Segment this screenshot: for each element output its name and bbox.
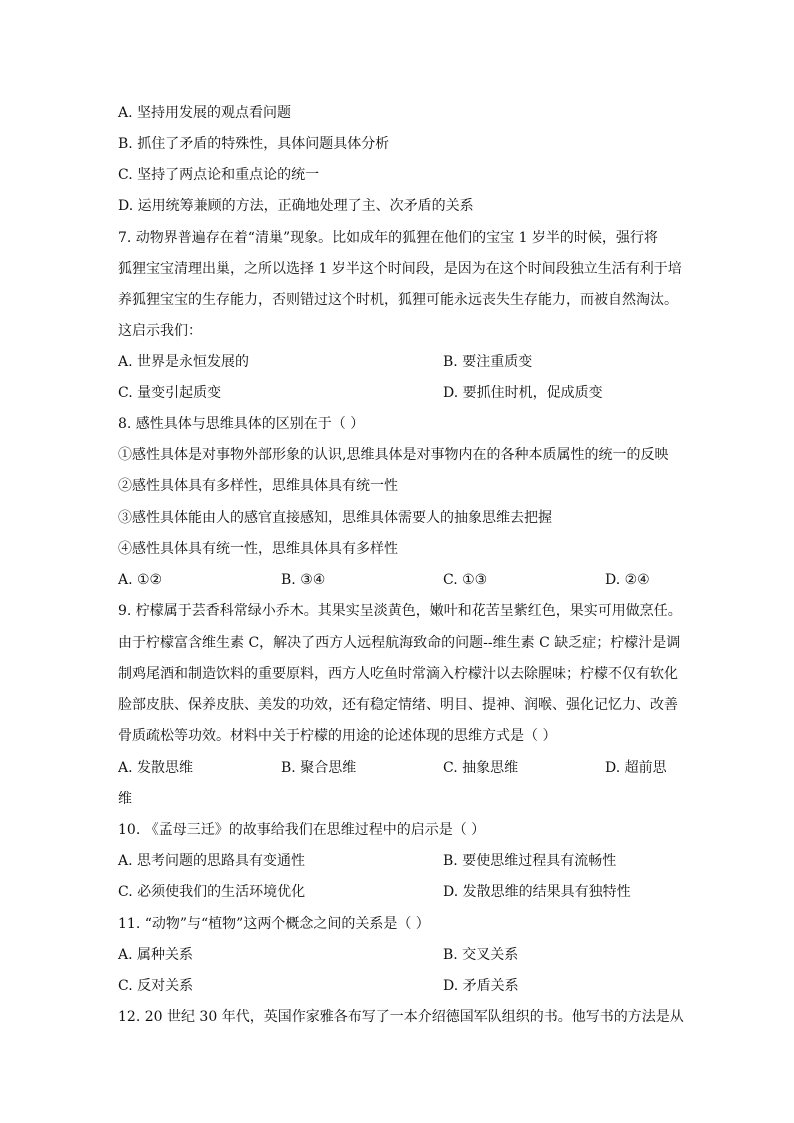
option-d: D. ②④: [605, 572, 650, 588]
statement-2: ②感性具体具有多样性，思维具体具有统一性: [118, 478, 398, 494]
option-c: C. 反对关系: [118, 978, 194, 994]
option-a: A. 世界是永恒发展的: [118, 354, 250, 370]
question-9-stem: 由于柠檬富含维生素 C，解决了西方人远程航海致命的问题--维生素 C 缺乏症；柠檬汁是调: [118, 635, 681, 651]
option-c: C. 抽象思维: [443, 760, 519, 776]
option-b: B. 抓住了矛盾的特殊性，具体问题具体分析: [118, 136, 390, 152]
option-c: C. 必须使我们的生活环境优化: [118, 884, 306, 900]
option-a: A. 发散思维: [118, 760, 194, 776]
question-7-stem: 养狐狸宝宝的生存能力，否则错过这个时机，狐狸可能永远丧失生存能力，而被自然淘汰。: [118, 292, 678, 308]
question-10-stem: 10. 《孟母三迁》的故事给我们在思维过程中的启示是（ ）: [118, 822, 486, 838]
option-b: B. 要注重质变: [443, 354, 533, 370]
statement-4: ④感性具体具有统一性，思维具体具有多样性: [118, 541, 398, 557]
option-d: D. 矛盾关系: [443, 978, 519, 994]
question-12-stem: 12. 20 世纪 30 年代，英国作家雅各布写了一本介绍德国军队组织的书。他写书的方法是从: [118, 1009, 684, 1025]
option-b: B. 要使思维过程具有流畅性: [443, 853, 617, 869]
option-b: B. ③④: [281, 572, 326, 588]
question-11-stem: 11. “动物”与“植物”这两个概念之间的关系是（ ）: [118, 916, 430, 932]
question-9-stem: 脸部皮肤、保养皮肤、美发的功效，还有稳定情绪、明目、提神、润喉、强化记忆力、改善: [118, 697, 678, 713]
question-7-stem: 7. 动物界普遍存在着“清巢”现象。比如成年的狐狸在他们的宝宝 1 岁半的时候，强行将: [118, 230, 658, 246]
option-d: D. 超前思: [605, 760, 667, 776]
option-d: D. 发散思维的结果具有独特性: [443, 884, 631, 900]
option-d: D. 要抓住时机，促成质变: [443, 385, 603, 401]
option-c: C. 坚持了两点论和重点论的统一: [118, 167, 320, 183]
option-c: C. ①③: [443, 572, 488, 588]
option-a: A. ①②: [118, 572, 163, 588]
option-a: A. 属种关系: [118, 947, 194, 963]
option-a: A. 思考问题的思路具有变通性: [118, 853, 306, 869]
option-b: B. 交叉关系: [443, 947, 519, 963]
question-9-stem: 制鸡尾酒和制造饮料的重要原料，西方人吃鱼时常滴入柠檬汁以去除腥味；柠檬不仅有软化: [118, 666, 678, 682]
question-7-stem: 狐狸宝宝清理出巢，之所以选择 1 岁半这个时间段，是因为在这个时间段独立生活有利于培: [118, 261, 682, 277]
question-8-stem: 8. 感性具体与思维具体的区别在于（ ）: [118, 416, 365, 432]
option-d-continuation: 维: [118, 791, 132, 807]
option-d: D. 运用统筹兼顾的方法，正确地处理了主、次矛盾的关系: [118, 198, 474, 214]
question-9-stem: 9. 柠檬属于芸香科常绿小乔木。其果实呈淡黄色，嫩叶和花苦呈紫红色，果实可用做烹任。: [118, 603, 682, 619]
option-a: A. 坚持用发展的观点看问题: [118, 105, 292, 121]
statement-1: ①感性具体是对事物外部形象的认识,思维具体是对事物内在的各种本质属性的统一的反映: [118, 447, 669, 463]
option-c: C. 量变引起质变: [118, 385, 222, 401]
statement-3: ③感性具体能由人的感官直接感知，思维具体需要人的抽象思维去把握: [118, 510, 552, 526]
question-7-stem: 这启示我们：: [118, 323, 202, 339]
question-9-stem: 骨质疏松等功效。材料中关于柠檬的用途的论述体现的思维方式是（ ）: [118, 728, 557, 744]
option-b: B. 聚合思维: [281, 760, 357, 776]
